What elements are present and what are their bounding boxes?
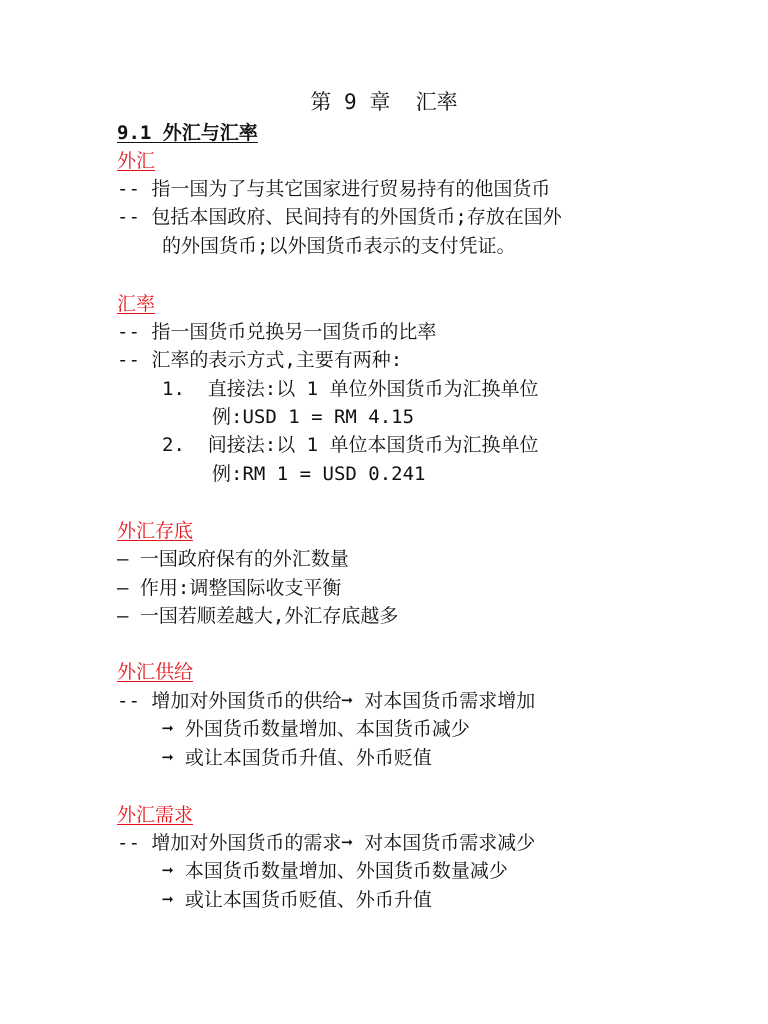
heading-exchange-rate: 汇率: [117, 293, 156, 315]
demand-line: ➞ 本国货币数量增加、外国货币数量减少: [162, 860, 508, 882]
exchange-rate-line: -- 指一国货币兑换另一国货币的比率: [117, 321, 437, 343]
forex-line: 的外国货币;以外国货币表示的支付凭证。: [162, 235, 516, 257]
heading-demand: 外汇需求: [117, 804, 194, 826]
chapter-title: 第 9 章 汇率: [310, 90, 458, 114]
demand-line: ➞ 或让本国货币贬值、外币升值: [162, 889, 432, 911]
supply-line: ➞ 或让本国货币升值、外币贬值: [162, 747, 432, 769]
reserves-line: — 作用:调整国际收支平衡: [117, 577, 342, 599]
method-indirect-example: 例:RM 1 = USD 0.241: [212, 463, 426, 485]
supply-line: ➞ 外国货币数量增加、本国货币减少: [162, 718, 470, 740]
heading-reserves: 外汇存底: [117, 520, 194, 542]
reserves-line: — 一国政府保有的外汇数量: [117, 548, 349, 570]
method-direct-example: 例:USD 1 = RM 4.15: [212, 406, 415, 428]
supply-line: -- 增加对外国货币的供给➞ 对本国货币需求增加: [117, 690, 536, 712]
exchange-rate-line: -- 汇率的表示方式,主要有两种:: [117, 349, 403, 371]
heading-forex: 外汇: [117, 150, 156, 172]
method-direct: 1. 直接法:以 1 单位外国货币为汇换单位: [162, 378, 539, 400]
demand-line: -- 增加对外国货币的需求➞ 对本国货币需求减少: [117, 832, 536, 854]
forex-line: -- 指一国为了与其它国家进行贸易持有的他国货币: [117, 178, 551, 200]
method-indirect: 2. 间接法:以 1 单位本国货币为汇换单位: [162, 434, 539, 456]
heading-supply: 外汇供给: [117, 661, 194, 683]
forex-line: -- 包括本国政府、民间持有的外国货币;存放在国外: [117, 206, 562, 228]
reserves-line: — 一国若顺差越大,外汇存底越多: [117, 605, 399, 627]
section-title: 9.1 外汇与汇率: [117, 122, 258, 144]
